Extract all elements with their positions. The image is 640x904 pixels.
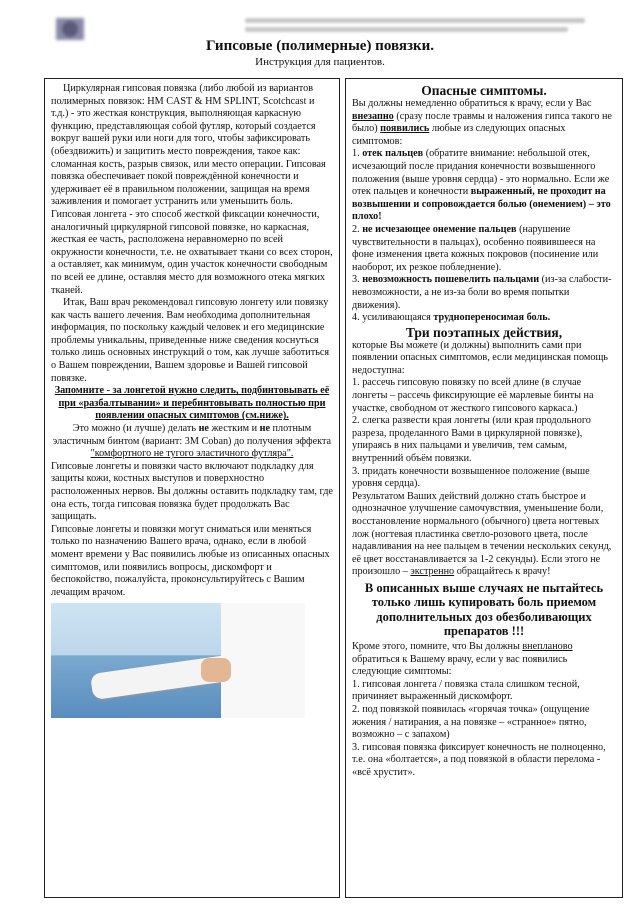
text: трудно [433,312,465,324]
right-column [345,78,623,898]
text: 4. усиливающаяся [352,312,434,324]
step-1: 1. рассечь гипсовую повязку по всей длине (в случае лонгеты – рассечь фиксирующие её марлевые бинты на участке, свободном от жесткого гипсового каркаса.) [352,377,594,414]
text: любые из следующих опасных симптомов: [352,123,566,147]
page-title: Гипсовые (полимерные) повязки. [205,38,435,54]
steps-intro: которые Вы можете (и должны) выполнить сами при появлении опасных симптомов, если медицинская помощь недоступна: [352,339,608,376]
text: переносимая боль. [464,312,551,324]
cast-photo [51,603,305,718]
text: внепланово [522,640,573,652]
recommendation-paragraph: Итак, Ваш врач рекомендовал гипсовую лонгету или повязку как часть вашего лечения. Вам необходима дополнительная информация, по поскольку каждый человек и его медицинские проблемы уникальны, приведенные ниже сведения коснуться только лишь основных инструкций о том, как лучше заботиться о Вашем повреждении, Вашем здоровье и Вашей гипсовой повязке. [51,297,330,384]
steps-heading: Три поэтапных действия, [405,324,563,340]
text: невозможность пошевелить пальцами [362,274,540,286]
result-paragraph [352,491,616,579]
cond-item-3: 3. гипсовая повязка фиксирует конечность не полноценно, т.е. она «болтается», а под повязкой в области перелома - «всё хрустит». [352,741,606,778]
text: (из-за слабости-невозможности, а не из-за боли во время попытки движения). [352,274,612,311]
warning-note: В описанных выше случаях не пытайтесь только лишь купировать боль приемом дополнительных доз обезболивающих препаратов !!! [364,580,604,639]
danger-item-4 [352,312,616,325]
text: появились [380,123,430,135]
cond-item-2: 2. под повязкой появилась «горячая точка» (ощущение жжения / натирания, а на повязке – «странное» пятно, возможно – с запахом) [352,703,590,741]
blurred-header-contacts [245,14,585,36]
text: 2. [352,223,363,235]
text: "комфортного не тугого эластичного футляра". [90,448,294,460]
text: (обратите внимание: небольшой отек, исчезающий после придания конечности возвышенного положения (выше уровня сердца) - это нормально. Если же отек пальцев и конечности [352,148,610,198]
danger-item-2 [352,224,616,274]
text: не исчезающее онемение пальцев [362,223,517,235]
danger-intro [352,98,616,148]
padding-paragraph: Гипсовые лонгеты и повязки часто включают подкладку для защиты кожи, костных выступов и поверхностно расположенных нервов. Вы должны оставить подкладку там, где она есть, тогда гипсовая повязка будет продолжать Вас защищать. [51,460,333,523]
text: обратиться к Вашему врачу, если у вас появились следующие симптомы: [352,653,568,678]
text: выраженный, не проходит на возвышении и сопровождается болью (онемением) – это плохо! [352,186,611,223]
text: Это можно (и лучше) делать [72,423,199,435]
text: отек пальцев [362,148,424,160]
bandage-note [51,423,333,461]
danger-item-3 [352,274,616,312]
text: экстренно [410,566,455,578]
unplanned-intro [352,641,616,679]
text: (нарушение чувствительности в пальцах), особенно появившееся на фоне изменения цвета кожных покровов (посинение или наоборот, их резкое побледнение). [352,223,599,273]
intro-paragraph: Циркулярная гипсовая повязка (либо любой из вариантов полимерных повязок: HM CAST & HM SPLINT, Scotchcast и т.д.) - это жесткая конструкция, выполняющая каркасную функцию, представляющая собой футляр, который создается вокруг вашей руки или ноги для того, чтобы зафиксировать (обездвижить) и защитить место повреждения, такое как: сломанная кость, разрыв связок, или место операции. Гипсовая повязка обеспечивает покой повреждённой конечности и удерживает её в правильном положении, защищая на время заживления и помогает устранить или уменьшить боль. Гипсовая лонгета - это способ жесткой фиксации конечности, аналогичный циркулярной гипсовой повязке, но каркасная, жесткая ее часть, расположена неравномерно по всей окружности конечности, т.е. не охватывает ткани со всех сторон, а оставляет, как минимум, один участок конечности свободным по всей ее длине, оставляя место для возможного отека мягких тканей. [51,83,333,296]
text: Вы должны немедленно обратиться к врачу, если у Вас [352,98,592,109]
text: жестким и [208,423,260,435]
cond-item-1: 1. гипсовая лонгета / повязка стала слишком тесной, причиняет выраженный дискомфорт. [352,678,580,703]
text: 1. [352,148,363,160]
danger-heading: Опасные симптомы. [421,83,547,98]
text: внезапно [352,110,394,122]
remember-note: Запомните - за лонгетой нужно следить, подбинтовывать её при «разбалтывании» и перебинтовывать полностью при появлении опасных симптомов (см.ниже). [54,385,330,422]
text: Результатом Ваших действий должно стать быстрое и однозначное улучшение самочувствия, уменьшение боли, восстановление нормального (обычного) цвета ногтевых лож (ногтевая пластинка светло-розового цвета, после надавливания на нее пальцем в течении нескольких секунд, её цвет восстанавливается за 1-2 секунды). Если этого не произошло – [352,490,612,578]
text: Кроме этого, помните, что Вы должны [352,640,523,652]
page-subtitle: Инструкция для пациентов. [255,56,385,68]
text: (сразу после травмы и наложения гипса такого не было) [352,110,612,135]
step-2: 2. слегка развести края лонгеты (или края продольного разреза, проделанного Вами в циркулярной повязке), упираясь в них пальцами и увеличив, тем самым, внутренний объём повязки. [352,415,591,465]
text: плотным эластичным бинтом (вариант: 3M Coban) до получения эффекта [52,423,332,447]
text: не [198,423,209,435]
text: 3. [352,274,363,286]
left-column [44,78,340,898]
step-3: 3. придать конечности возвышенное положение (выше уровня сердца). [352,465,590,490]
text: не [259,423,270,435]
removal-paragraph: Гипсовые лонгеты и повязки могут сниматься или меняться только по назначению Вашего врача, однако, если в любой момент времени у Вас появились любые из описанных опасных симптомов, или появились вопросы, дискомфорт и беспокойство, пожалуйста, проконсультируйтесь с Вашим лечащим врачом. [51,523,330,598]
text: обращайтесь к врачу! [454,566,551,578]
danger-item-1 [352,148,616,224]
